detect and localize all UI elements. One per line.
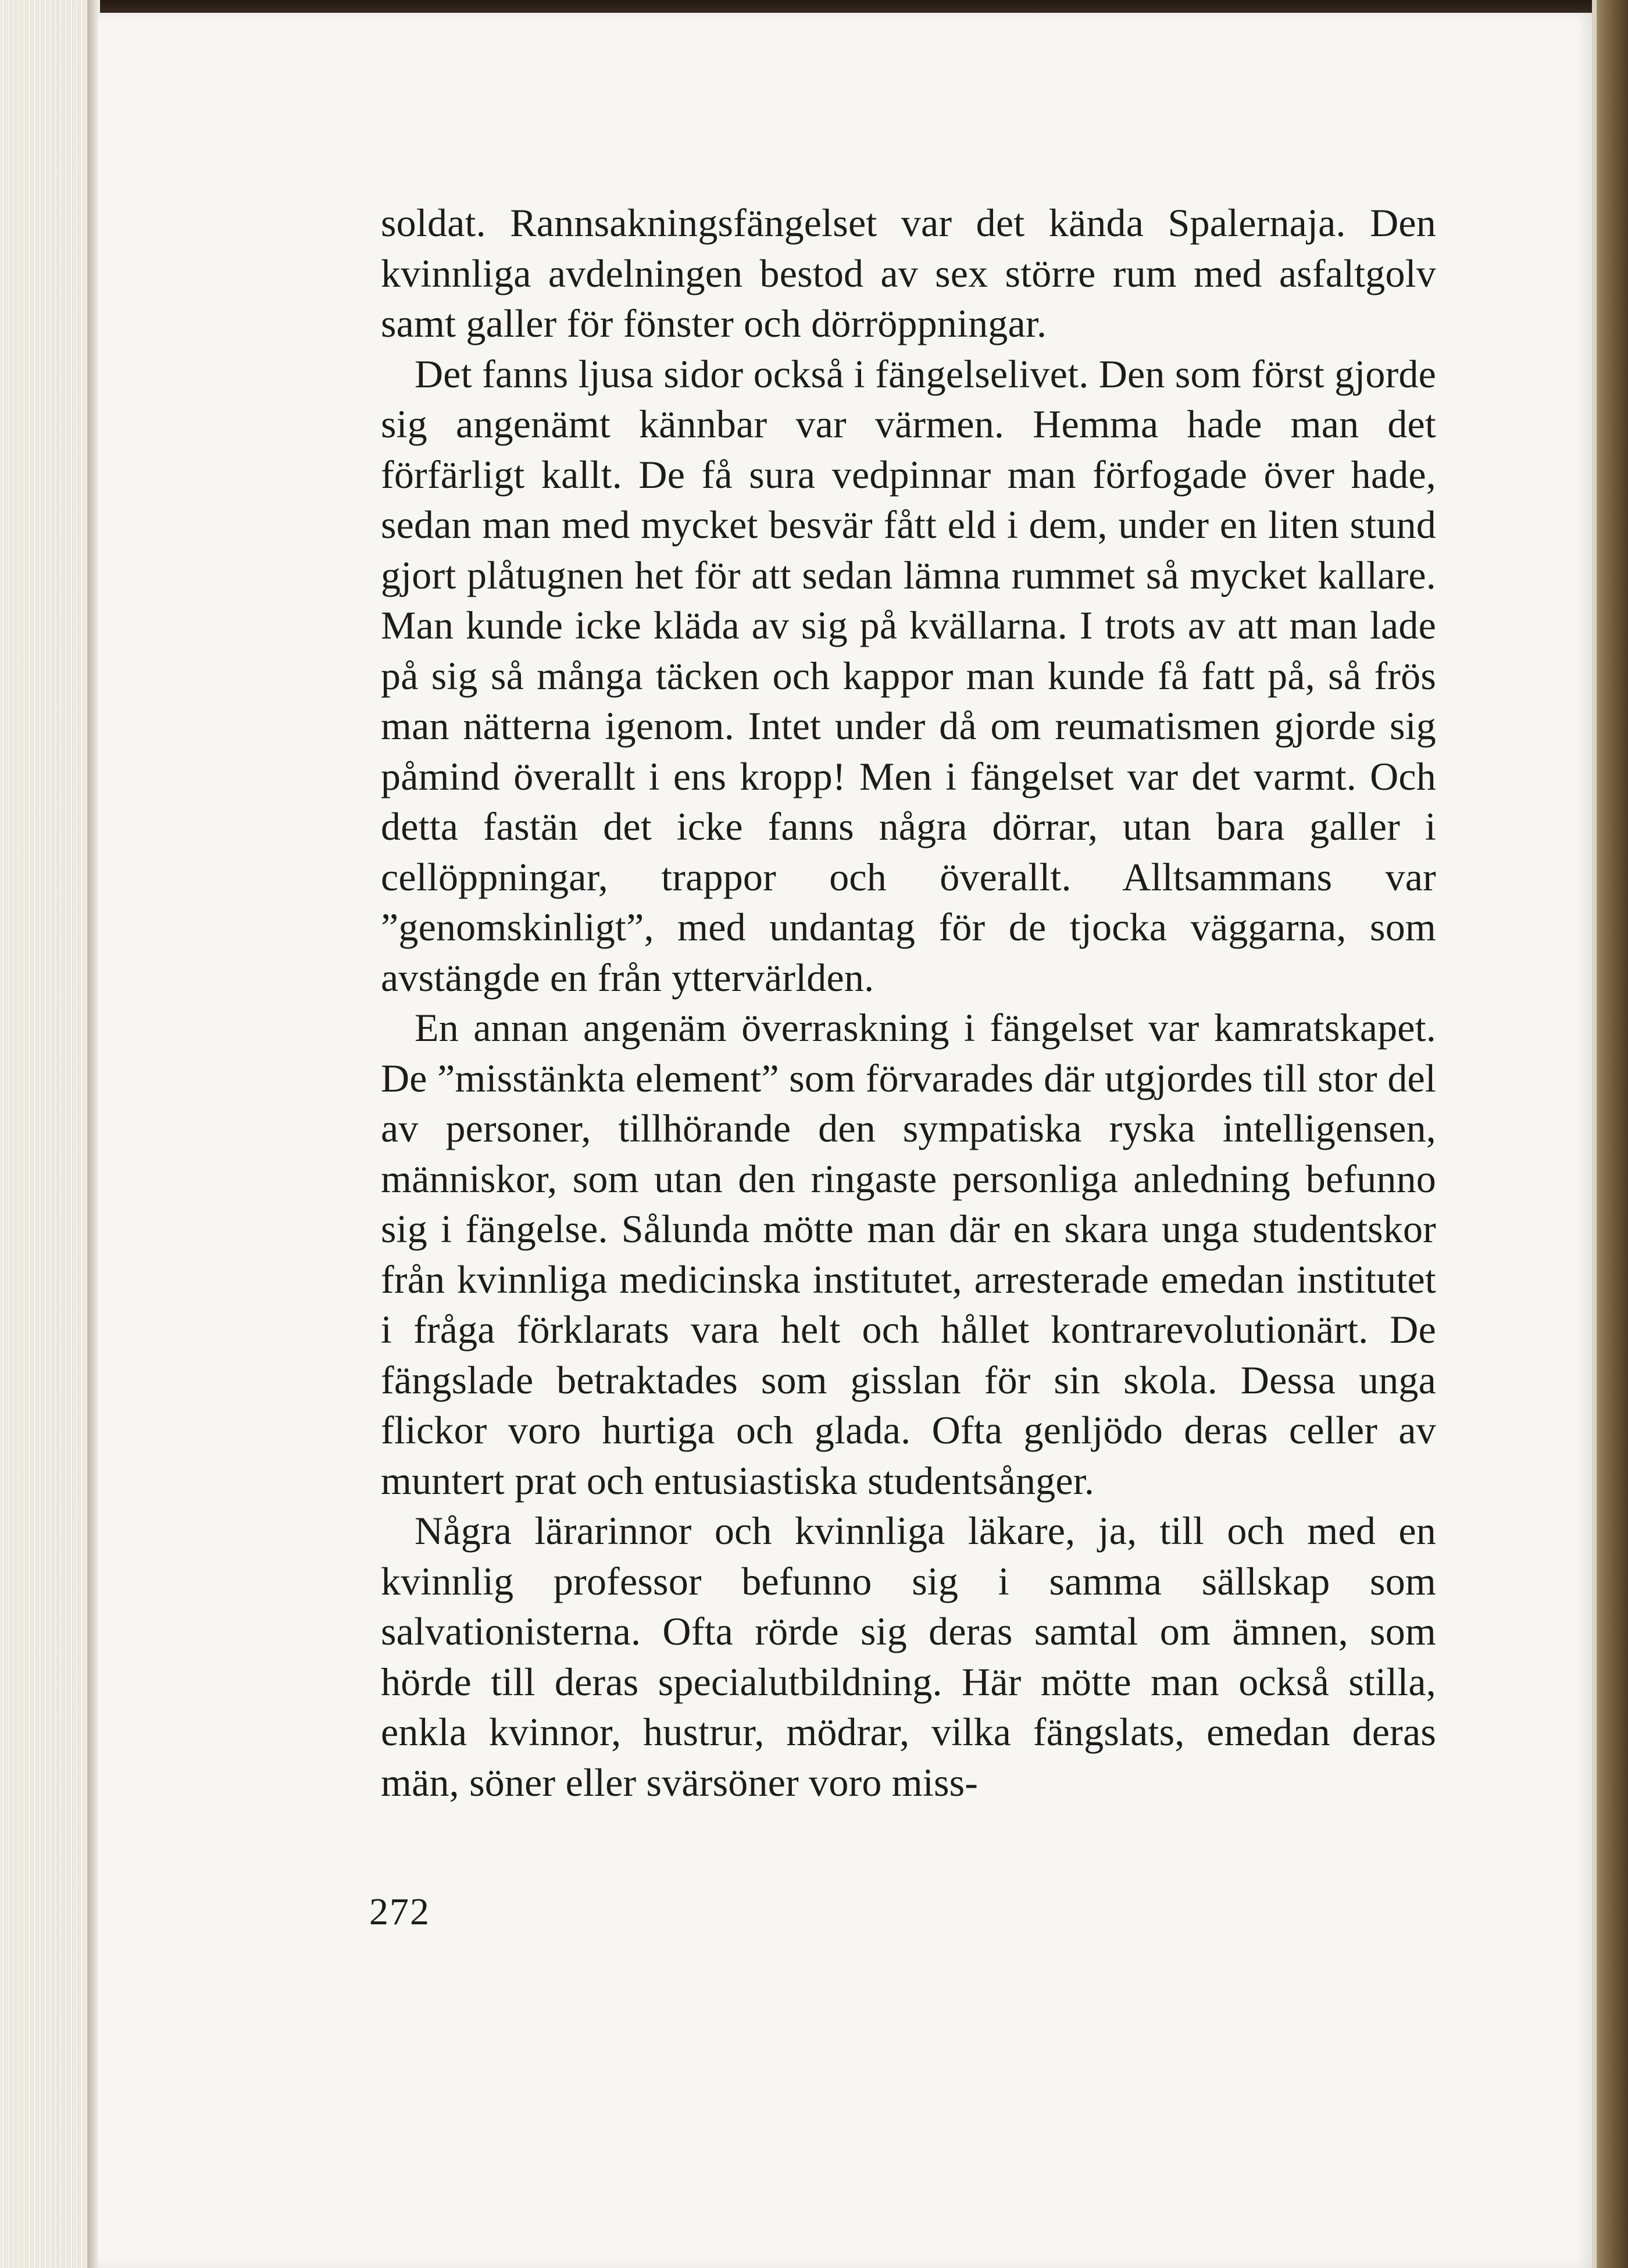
paragraph-4: Några lärarinnor och kvinnliga läkare, ja, till och med en kvinnlig professor befunno sig i samma sällskap som salvationisterna. Ofta rörde sig deras samtal om ämnen, som hörde till deras specialutbildning. Här mötte man också stilla, enkla kvinnor, hustrur, mödrar, vilka fängslats, emedan deras män, söner eller svärsöner voro miss-: [381, 1509, 1436, 1805]
page-edges: [0, 0, 87, 2268]
paragraph-3: En annan angenäm överraskning i fängelset var kamratskapet. De ”misstänkta element” som förvarades där utgjordes till stor del av personer, tillhörande den sympatiska ryska intelligensen, människor, som utan den ringaste personliga anledning befunno sig i fängelse. Sålunda mötte man där en skara unga studentskor från kvinnliga medicinska institutet, arresterade emedan institutet i fråga förklarats vara helt och hållet kontrarevolutionärt. De fängslade betraktades som gisslan för sin skola. Dessa unga flickor voro hurtiga och glada. Ofta genljödo deras celler av muntert prat och entusiastiska studentsånger.: [381, 1005, 1436, 1503]
cover-highlight: [1592, 0, 1597, 2268]
book-cover-edge: [1592, 0, 1628, 2268]
page-number: 272: [369, 1891, 430, 1933]
paragraph-2: Det fanns ljusa sidor också i fängelselivet. Den som först gjorde sig angenämt kännbar var värmen. Hemma hade man det förfärligt kallt. De få sura vedpinnar man förfogade över hade, sedan man med mycket besvär fått eld i dem, under en liten stund gjort plåtugnen het för att sedan lämna rummet så mycket kallare. Man kunde icke kläda av sig på kvällarna. I trots av att man lade på sig så många täcken och kappor man kunde få fatt på, så frös man nätterna igenom. Intet under då om reumatismen gjorde sig påmind överallt i ens kropp! Men i fängelset var det varmt. Och detta fastän det icke fanns några dörrar, utan bara galler i cellöppningar, trappor och överallt. Alltsammans var ”genomskinligt”, med undantag för de tjocka väggarna, som avstängde en från yttervärlden.: [381, 351, 1436, 1000]
paragraph-1: soldat. Rannsakningsfängelset var det kända Spalernaja. Den kvinnliga avdelningen bestod av sex större rum med asfaltgolv samt galler för fönster och dörröppningar.: [381, 201, 1436, 345]
body-text: [381, 198, 1436, 1807]
